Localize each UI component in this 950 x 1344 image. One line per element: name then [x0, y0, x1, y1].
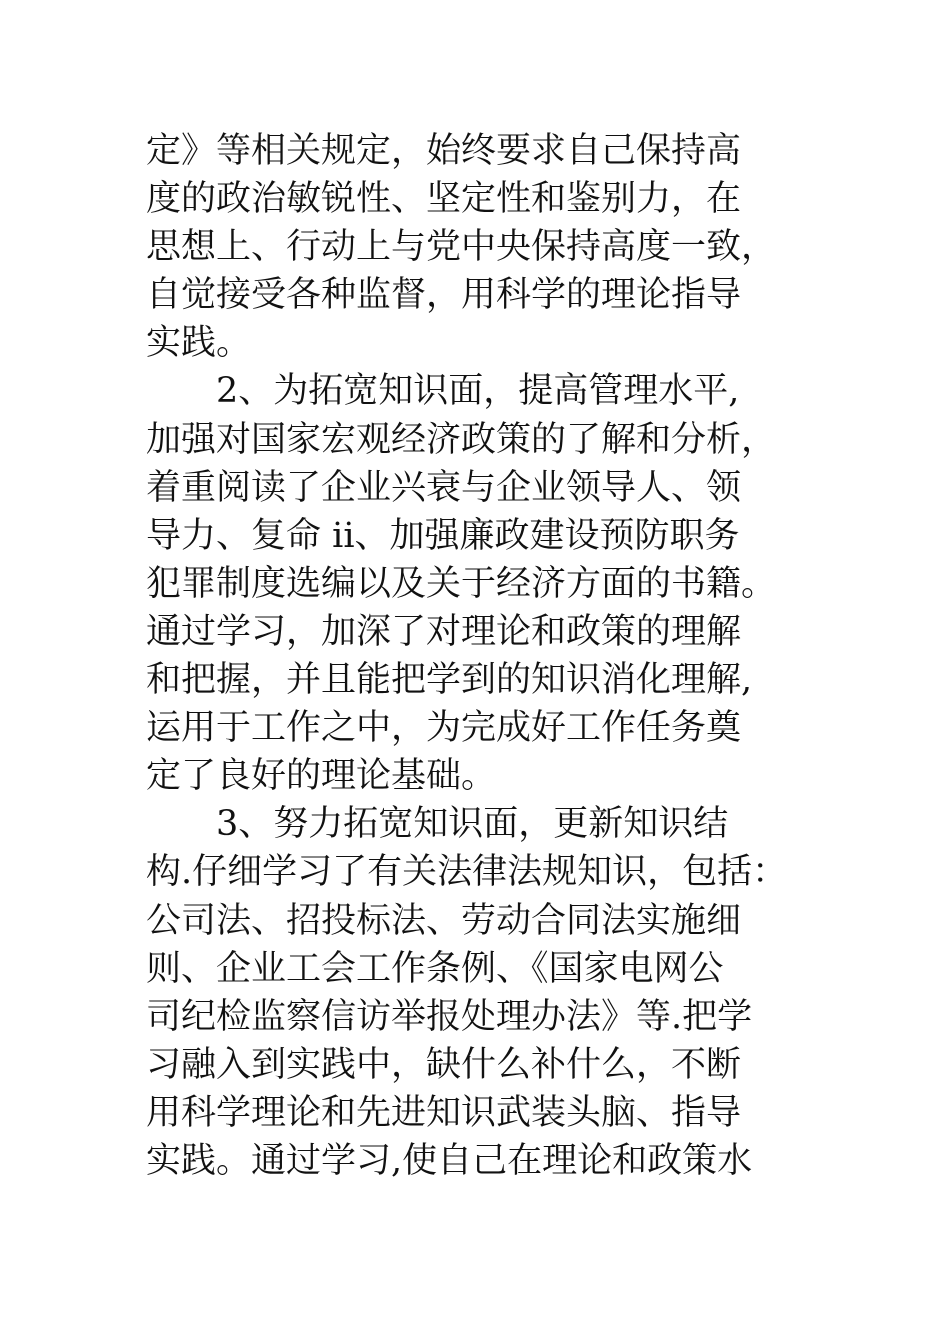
- text-line: 定》等相关规定，始终要求自己保持高: [146, 131, 742, 171]
- text-line: 构.仔细学习了有关法律法规知识，包括：: [146, 852, 788, 893]
- text-line: 着重阅读了企业兴衰与企业领导人、领: [146, 467, 742, 508]
- text-line: 司纪检监察信访举报处理办法》等.把学: [146, 996, 753, 1037]
- text-line: 导力、复命 ii、加强廉政建设预防职务: [146, 515, 740, 556]
- text-line: 习融入到实践中，缺什么补什么，不断: [146, 1044, 742, 1085]
- text-line: 和把握，并且能把学到的知识消化理解,: [146, 660, 753, 701]
- text-line: 3、努力拓宽知识面，更新知识结: [146, 804, 729, 845]
- text-line: 2、为拓宽知识面，提高管理水平,: [146, 371, 740, 412]
- text-line: 加强对国家宏观经济政策的了解和分析，: [146, 419, 777, 460]
- text-line: 公司法、招投标法、劳动合同法实施细: [146, 900, 742, 941]
- text-line: 实践。: [146, 323, 252, 364]
- text-line: 运用于工作之中，为完成好工作任务奠: [146, 708, 742, 749]
- text-line: 通过学习，加深了对理论和政策的理解: [146, 611, 742, 652]
- text-line: 思想上、行动上与党中央保持高度一致，: [146, 227, 777, 268]
- body-text: [146, 127, 826, 1185]
- text-line: 实践。通过学习,使自己在理论和政策水: [146, 1140, 753, 1181]
- text-line: 度的政治敏锐性、坚定性和鉴别力，在: [146, 179, 742, 220]
- text-line: 犯罪制度选编以及关于经济方面的书籍。: [146, 563, 777, 604]
- text-line: 则、企业工会工作条例、《国家电网公: [146, 948, 724, 989]
- text-line: 用科学理论和先进知识武装头脑、指导: [146, 1092, 742, 1133]
- text-line: 定了良好的理论基础。: [146, 756, 497, 797]
- text-line: 自觉接受各种监督，用科学的理论指导: [146, 275, 742, 316]
